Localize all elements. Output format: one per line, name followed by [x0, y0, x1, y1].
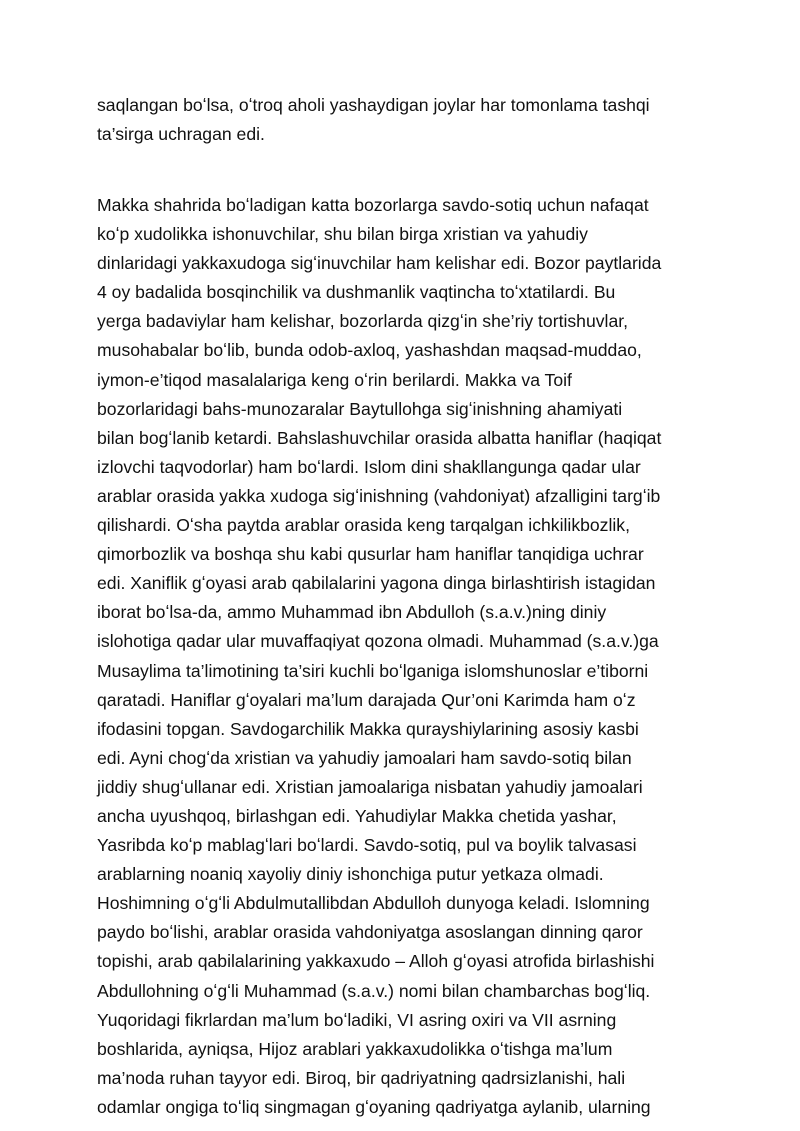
- text-line: qaratadi. Haniflar gʻoyalari ma’lum darajada Qur’oni Karimda ham oʻz: [97, 689, 636, 710]
- text-line: Yasribda koʻp mablagʻlari boʻlardi. Savdo-sotiq, pul va boylik talvasasi: [97, 835, 637, 856]
- text-line: Abdullohning oʻgʻli Muhammad (s.a.v.) nomi bilan chambarchas bogʻliq.: [97, 980, 651, 1001]
- text-line: ta’sirga uchragan edi.: [97, 124, 265, 145]
- text-line: izlovchi taqvodorlar) ham boʻlardi. Islom dini shakllangunga qadar ular: [97, 456, 641, 477]
- text-line: qimorbozlik va boshqa shu kabi qusurlar ham haniflar tanqidiga uchrar: [97, 544, 644, 565]
- text-line: bozorlaridagi bahs-munozaralar Baytullohga sigʻinishning ahamiyati: [97, 398, 623, 419]
- text-line: islohotiga qadar ular muvaffaqiyat qozona olmadi. Muhammad (s.a.v.)ga: [97, 631, 659, 652]
- text-line: Yuqoridagi fikrlardan ma’lum boʻladiki, VI asring oxiri va VII asrning: [97, 1009, 617, 1030]
- text-line: jiddiy shugʻullanar edi. Xristian jamoalariga nisbatan yahudiy jamoalari: [97, 776, 643, 797]
- text-line: Hoshimning oʻgʻli Abdulmutallibdan Abdulloh dunyoga keladi. Islomning: [97, 893, 650, 914]
- text-line: ma’noda ruhan tayyor edi. Biroq, bir qadriyatning qadrsizlanishi, hali: [97, 1067, 626, 1088]
- paragraph-main: [97, 191, 737, 1122]
- text-line: bilan bogʻlanib ketardi. Bahslashuvchilar orasida albatta haniflar (haqiqat: [97, 427, 662, 448]
- text-line: iborat boʻlsa-da, ammo Muhammad ibn Abdulloh (s.a.v.)ning diniy: [97, 602, 607, 623]
- text-line: topishi, arab qabilalarining yakkaxudo – Alloh gʻoyasi atrofida birlashishi: [97, 951, 655, 972]
- text-line: odamlar ongiga toʻliq singmagan gʻoyaning qadriyatga aylanib, ularning: [97, 1096, 651, 1117]
- text-line: dinlaridagi yakkaxudoga sigʻinuvchilar ham kelishar edi. Bozor paytlarida: [97, 253, 662, 274]
- text-line: edi. Ayni chogʻda xristian va yahudiy jamoalari ham savdo-sotiq bilan: [97, 747, 632, 768]
- text-line: edi. Xaniflik gʻoyasi arab qabilalarini yagona dinga birlashtirish istagidan: [97, 573, 656, 594]
- text-line: saqlangan boʻlsa, oʻtroq aholi yashaydigan joylar har tomonlama tashqi: [97, 95, 650, 115]
- text-line: ifodasini topgan. Savdogarchilik Makka qurayshiylarining asosiy kasbi: [97, 718, 639, 739]
- text-line: ancha uyushqoq, birlashgan edi. Yahudiylar Makka chetida yashar,: [97, 805, 617, 826]
- text-line: yerga badaviylar ham kelishar, bozorlarda qizgʻin she’riy tortishuvlar,: [97, 311, 628, 332]
- text-line: 4 oy badalida bosqinchilik va dushmanlik vaqtincha toʻxtatilardi. Bu: [97, 282, 616, 303]
- text-line: arablarning noaniq xayoliy diniy ishonchiga putur yetkaza olmadi.: [97, 864, 604, 885]
- text-line: arablar orasida yakka xudoga sigʻinishning (vahdoniyat) afzalligini targʻib: [97, 485, 661, 506]
- text-line: qilishardi. Oʻsha paytda arablar orasida keng tarqalgan ichkilikbozlik,: [97, 515, 630, 536]
- paragraph-continuation: [97, 91, 737, 149]
- text-line: koʻp xudolikka ishonuvchilar, shu bilan birga xristian va yahudiy: [97, 224, 588, 245]
- text-line: iymon-e’tiqod masalalariga keng oʻrin berilardi. Makka va Toif: [97, 369, 572, 390]
- text-line: Musaylima ta’limotining ta’siri kuchli boʻlganiga islomshunoslar e’tiborni: [97, 660, 649, 681]
- text-line: boshlarida, ayniqsa, Hijoz arablari yakkaxudolikka oʻtishga ma’lum: [97, 1038, 613, 1059]
- text-line: paydo boʻlishi, arablar orasida vahdoniyatga asoslangan dinning qaror: [97, 922, 643, 943]
- text-line: Makka shahrida boʻladigan katta bozorlarga savdo-sotiq uchun nafaqat: [97, 195, 649, 215]
- text-line: musohabalar boʻlib, bunda odob-axloq, yashashdan maqsad-muddao,: [97, 340, 642, 361]
